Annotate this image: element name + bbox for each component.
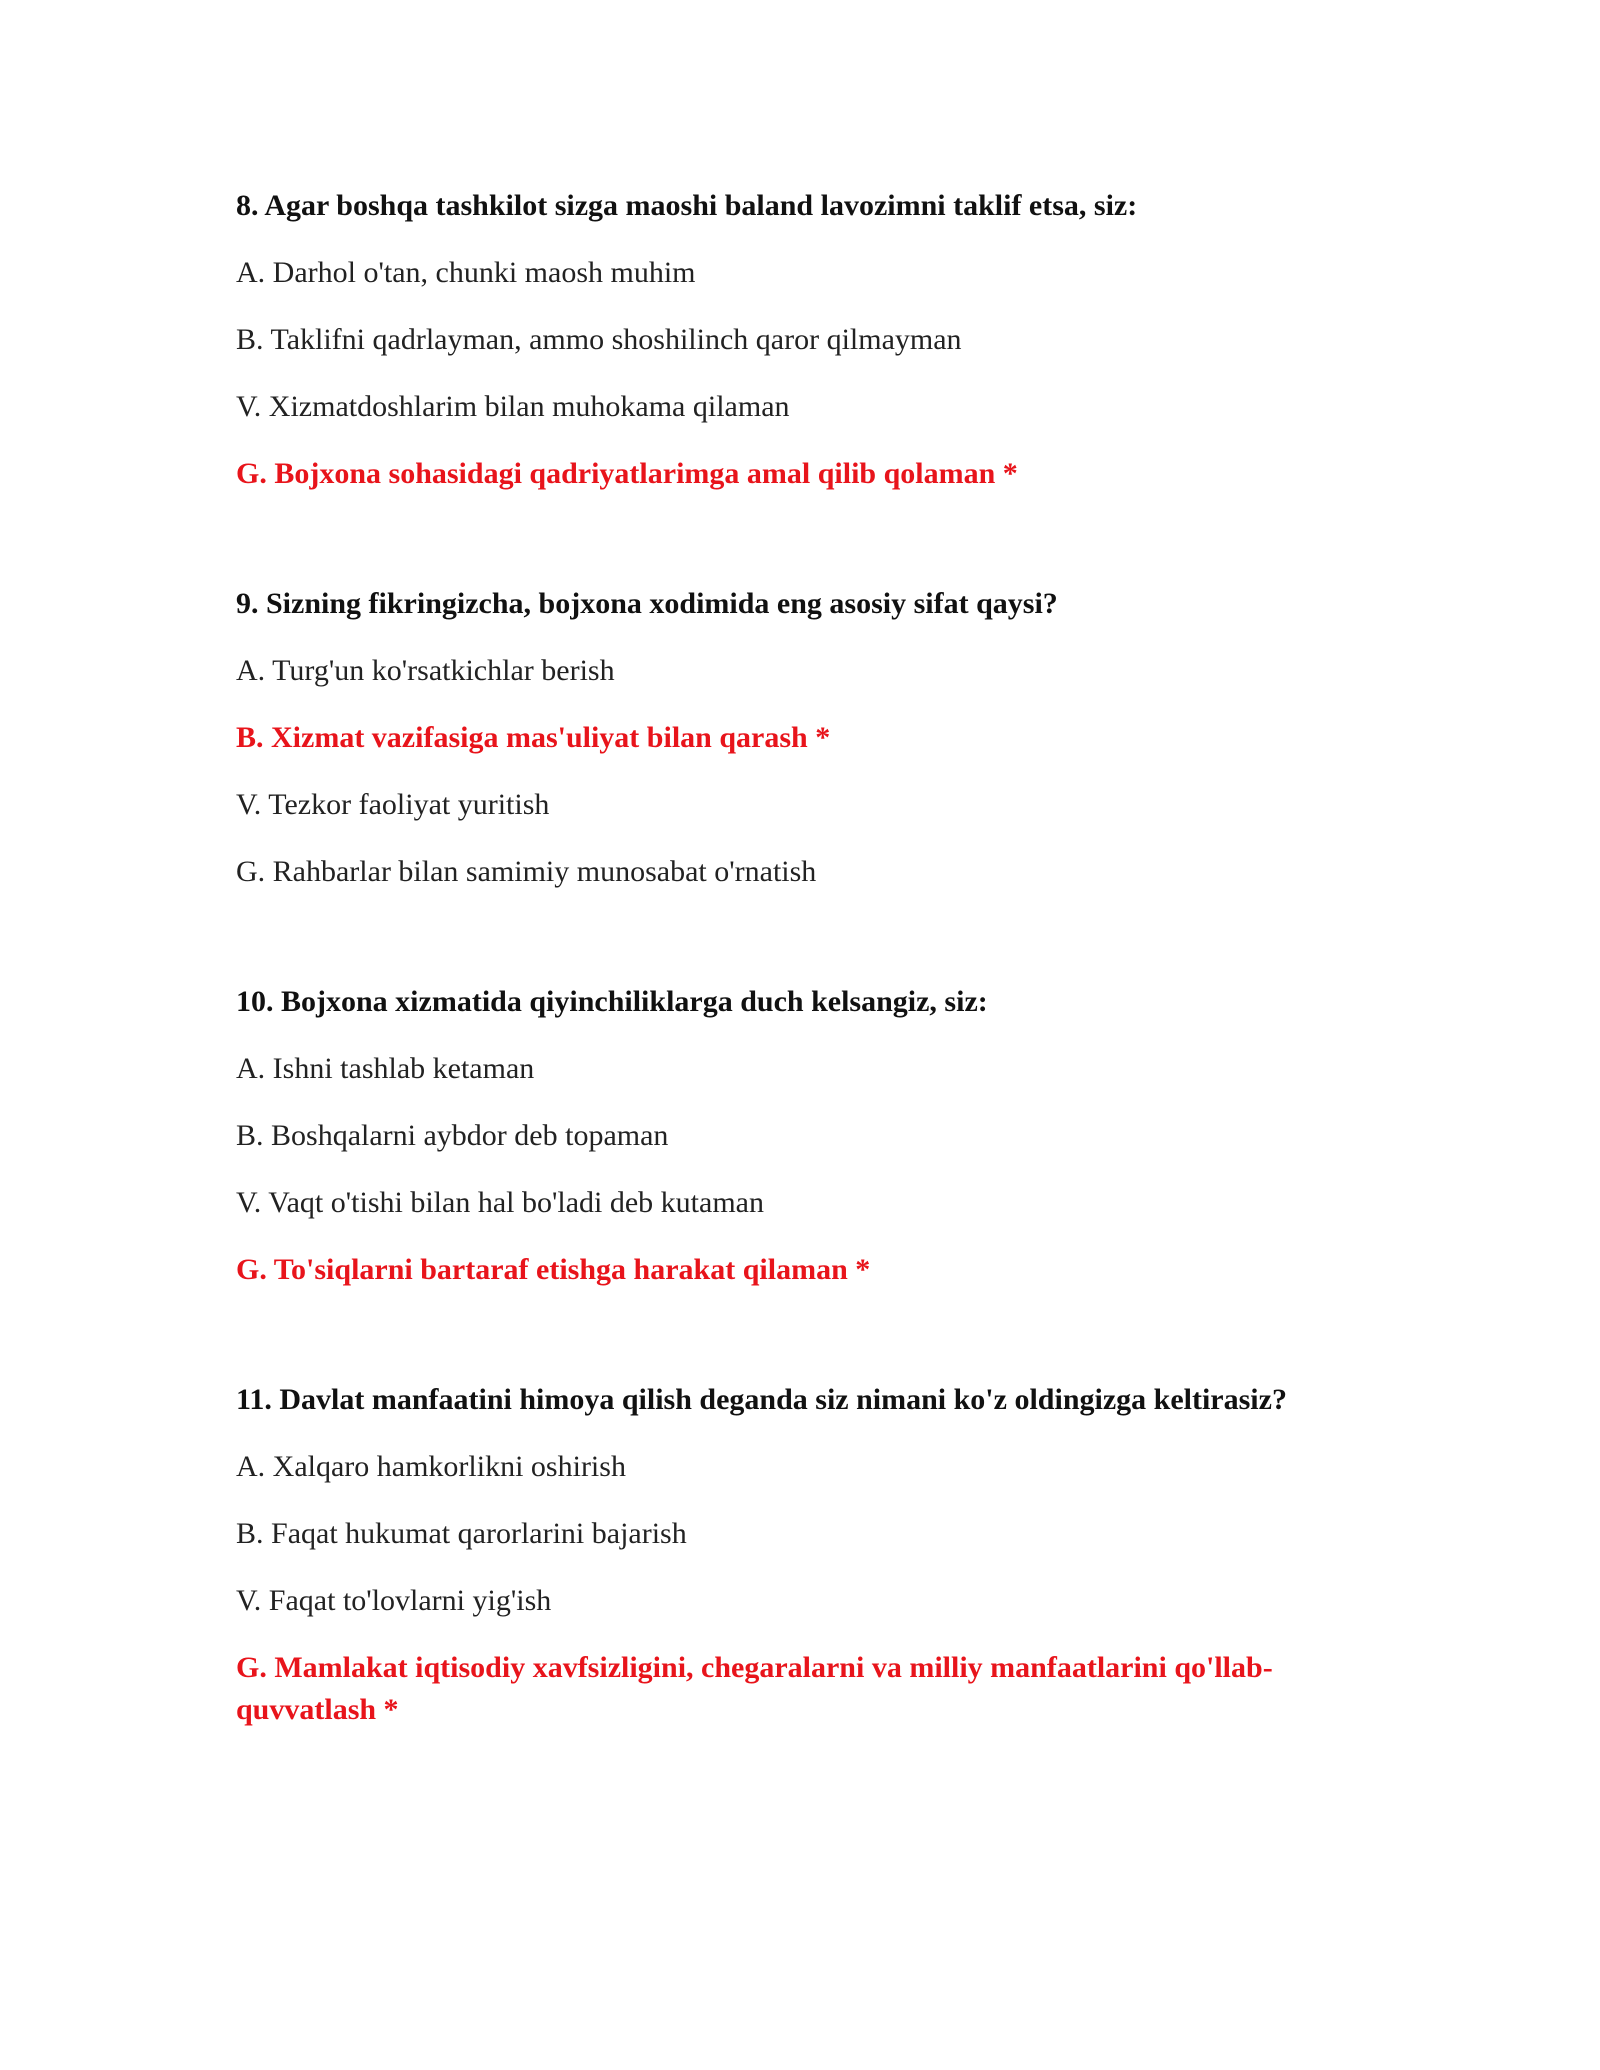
answer-option-g-correct: G. To'siqlarni bartaraf etishga harakat qilaman * bbox=[236, 1253, 871, 1286]
question-block-10 bbox=[236, 981, 1356, 1291]
question-block-9 bbox=[236, 583, 1356, 893]
question-list bbox=[236, 185, 1356, 1731]
answer-option-a: A. Xalqaro hamkorlikni oshirish bbox=[236, 1450, 626, 1483]
answer-option-a: A. Turg'un ko'rsatkichlar berish bbox=[236, 654, 615, 687]
answer-option-b: B. Faqat hukumat qarorlarini bajarish bbox=[236, 1517, 687, 1550]
answer-option-v: V. Tezkor faoliyat yuritish bbox=[236, 788, 550, 821]
question-text: 10. Bojxona xizmatida qiyinchiliklarga duch kelsangiz, siz: bbox=[236, 985, 988, 1018]
question-block-11 bbox=[236, 1379, 1356, 1731]
question-block-8 bbox=[236, 185, 1356, 495]
answer-option-v: V. Vaqt o'tishi bilan hal bo'ladi deb kutaman bbox=[236, 1186, 764, 1219]
answer-option-g-correct: G. Bojxona sohasidagi qadriyatlarimga amal qilib qolaman * bbox=[236, 457, 1018, 490]
question-text: 11. Davlat manfaatini himoya qilish deganda siz nimani ko'z oldingizga keltirasiz? bbox=[236, 1383, 1287, 1416]
answer-option-b: B. Taklifni qadrlayman, ammo shoshilinch qaror qilmayman bbox=[236, 323, 962, 356]
answer-option-a: A. Ishni tashlab ketaman bbox=[236, 1052, 535, 1085]
answer-option-g: G. Rahbarlar bilan samimiy munosabat o'rnatish bbox=[236, 855, 817, 888]
answer-option-a: A. Darhol o'tan, chunki maosh muhim bbox=[236, 256, 696, 289]
question-text: 8. Agar boshqa tashkilot sizga maoshi baland lavozimni taklif etsa, siz: bbox=[236, 189, 1138, 222]
answer-option-g-correct: G. Mamlakat iqtisodiy xavfsizligini, chegaralarni va milliy manfaatlarini qo'llab-quvvatlash * bbox=[236, 1651, 1273, 1726]
question-text: 9. Sizning fikringizcha, bojxona xodimida eng asosiy sifat qaysi? bbox=[236, 587, 1058, 620]
answer-option-b: B. Boshqalarni aybdor deb topaman bbox=[236, 1119, 669, 1152]
answer-option-v: V. Xizmatdoshlarim bilan muhokama qilaman bbox=[236, 390, 790, 423]
answer-option-v: V. Faqat to'lovlarni yig'ish bbox=[236, 1584, 552, 1617]
answer-option-b-correct: B. Xizmat vazifasiga mas'uliyat bilan qarash * bbox=[236, 721, 831, 754]
